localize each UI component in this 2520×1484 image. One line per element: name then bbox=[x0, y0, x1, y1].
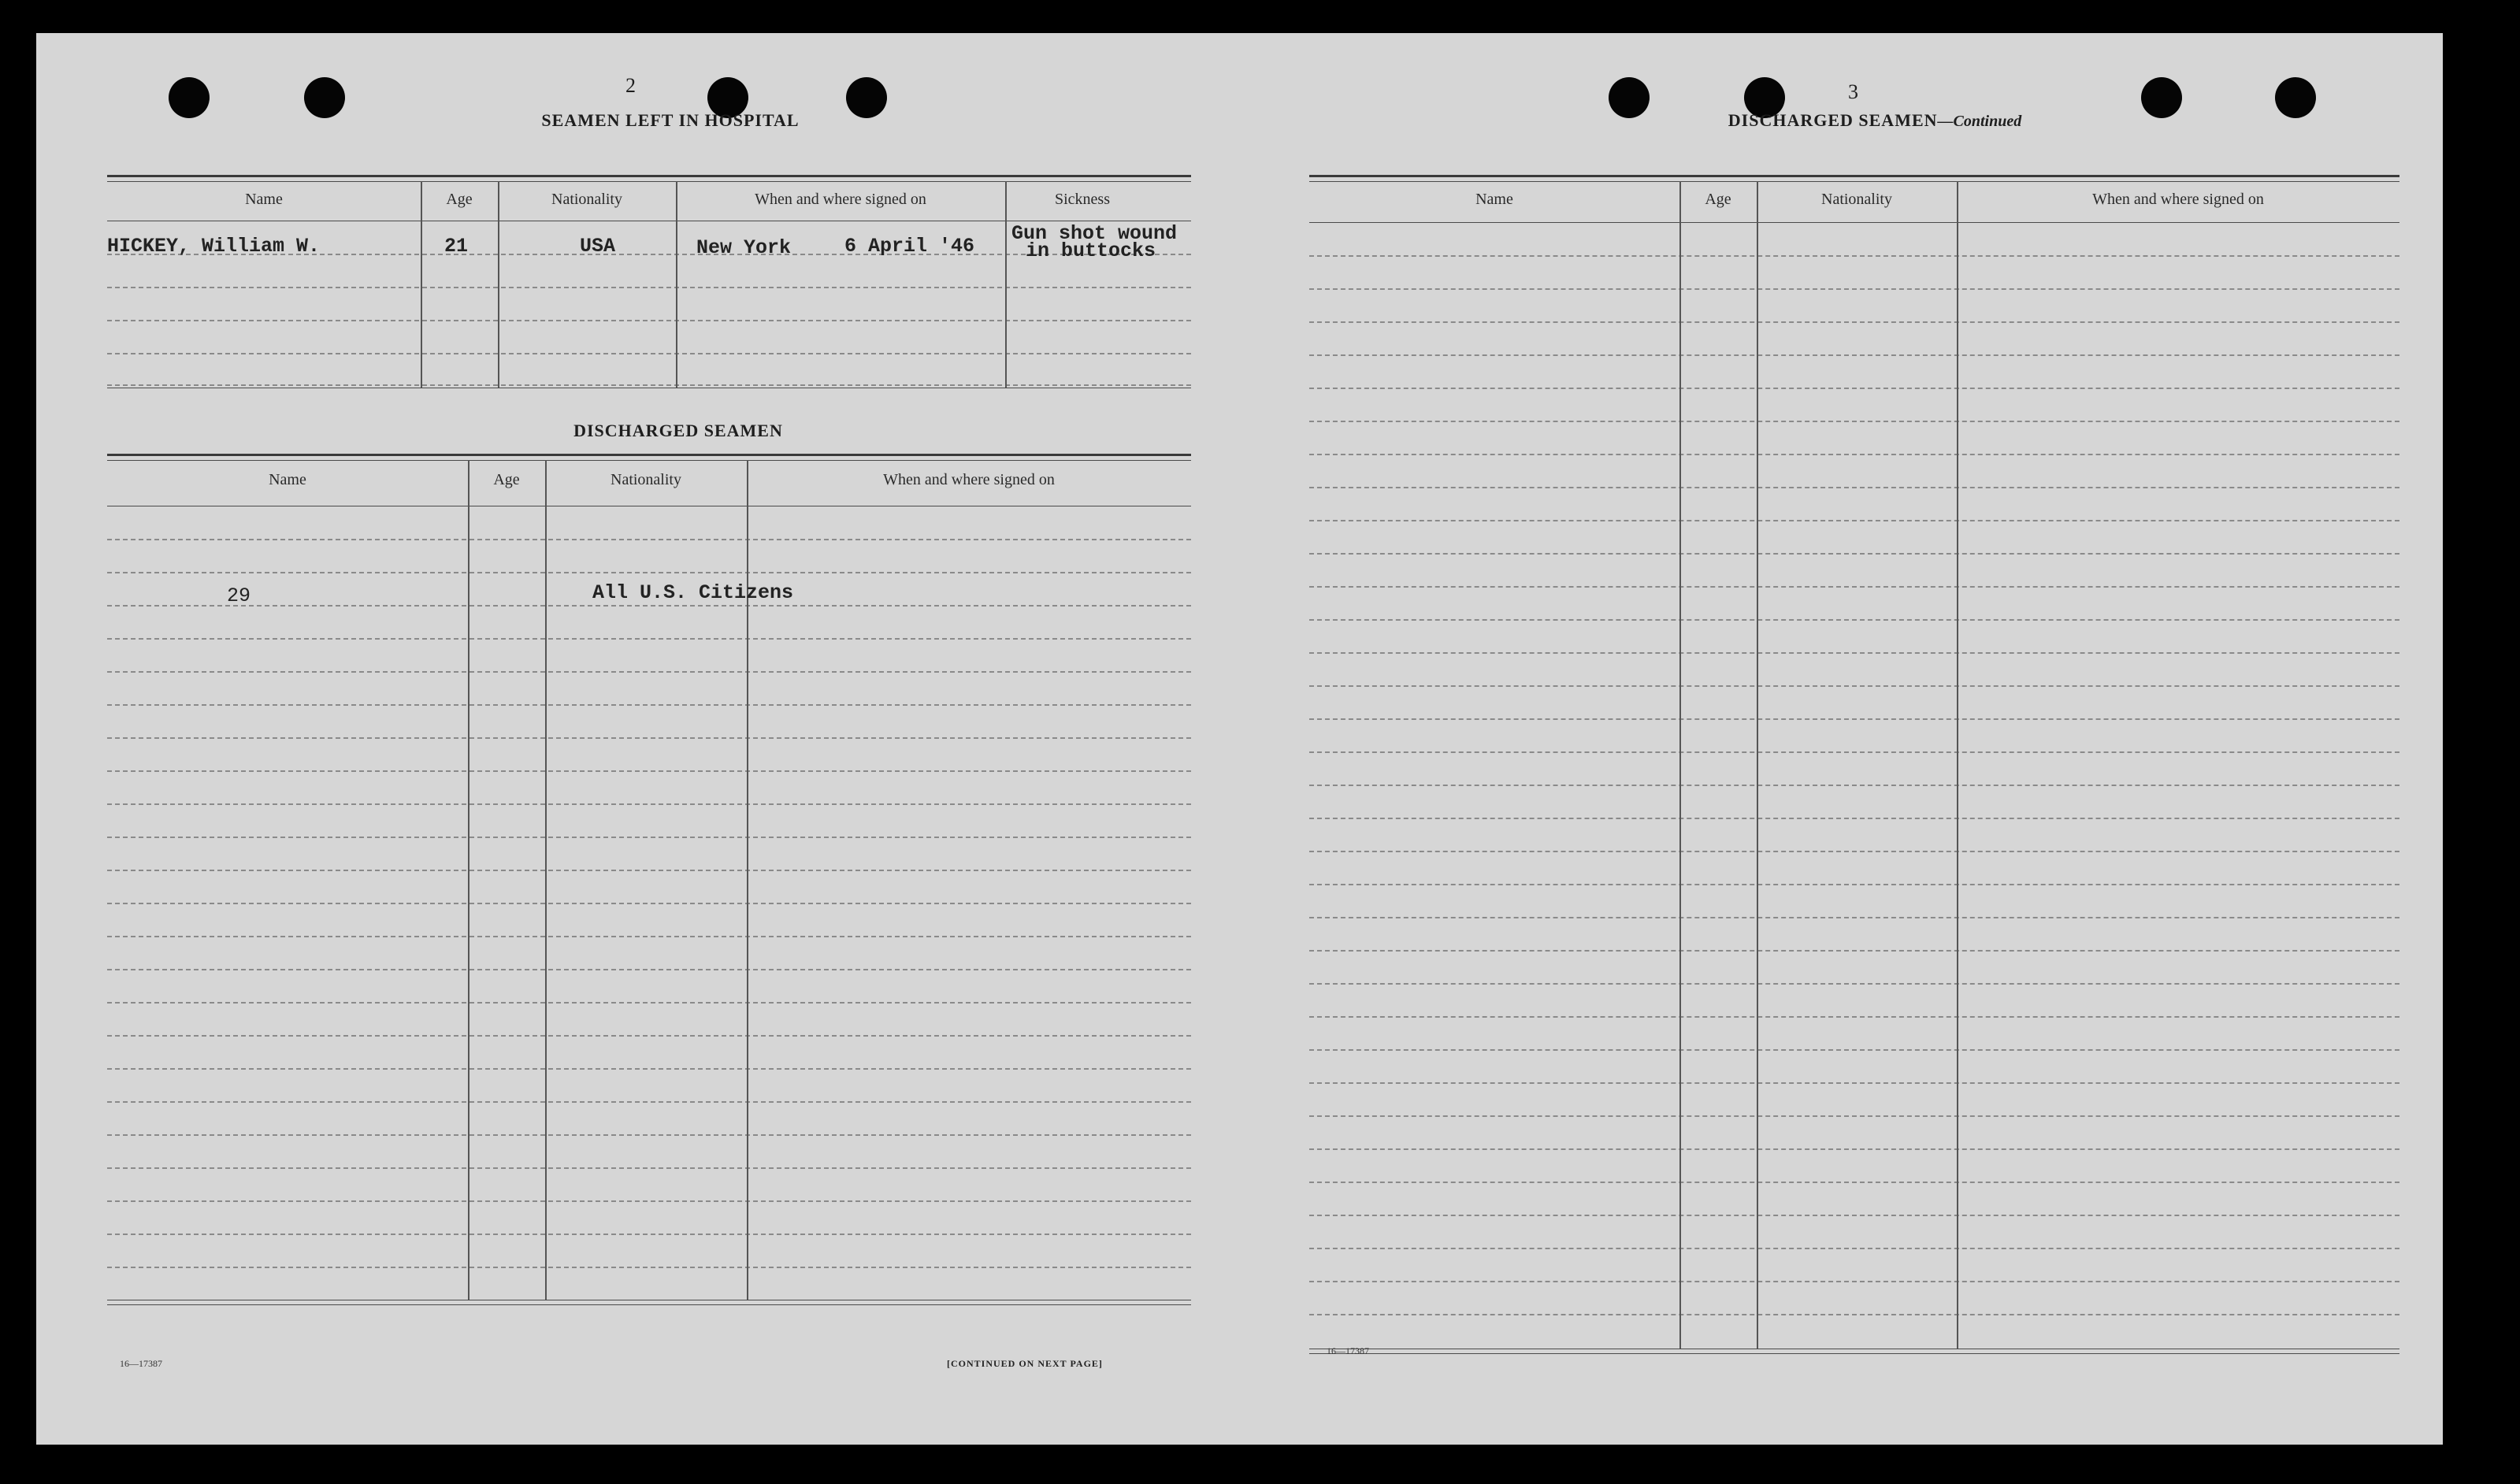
column-header-name: Name bbox=[269, 471, 306, 488]
hospital-entry-age: 21 bbox=[444, 235, 469, 258]
discharged-continued-suffix: —Continued bbox=[1937, 113, 2022, 130]
column-header-nationality: Nationality bbox=[551, 191, 622, 208]
column-header-age: Age bbox=[1705, 191, 1731, 208]
hospital-section-title: SEAMEN LEFT IN HOSPITAL bbox=[541, 110, 800, 130]
discharged-section-title: DISCHARGED SEAMEN bbox=[573, 421, 783, 440]
hospital-entry-sickness-line1: Gun shot wound bbox=[1011, 222, 1178, 245]
hospital-entry-signed-date: 6 April '46 bbox=[844, 235, 975, 258]
hospital-entry-name: HICKEY, William W. bbox=[107, 235, 321, 258]
column-header-signed-on: When and where signed on bbox=[2092, 191, 2264, 208]
document-sheet bbox=[36, 33, 2443, 1445]
punch-hole bbox=[1609, 77, 1650, 118]
column-header-nationality: Nationality bbox=[611, 471, 681, 488]
punch-hole bbox=[2275, 77, 2316, 118]
column-header-nationality: Nationality bbox=[1821, 191, 1892, 208]
form-number-right: 16—17387 bbox=[1327, 1345, 1369, 1356]
discharged-continued-title bbox=[1678, 110, 2072, 131]
column-header-age: Age bbox=[493, 471, 520, 488]
column-header-age: Age bbox=[446, 191, 473, 208]
discharged-count: 29 bbox=[227, 584, 251, 607]
page-number-right: 3 bbox=[1848, 80, 1858, 103]
punch-hole bbox=[2141, 77, 2182, 118]
hospital-entry-signed-place: New York bbox=[696, 236, 792, 259]
punch-hole bbox=[169, 77, 210, 118]
form-number-left: 16—17387 bbox=[120, 1358, 162, 1369]
hospital-entry-sickness-line2: in buttocks bbox=[1026, 239, 1156, 262]
column-header-name: Name bbox=[1475, 191, 1513, 208]
column-header-name: Name bbox=[245, 191, 283, 208]
discharged-continued-title-main: DISCHARGED SEAMEN bbox=[1728, 110, 1938, 130]
hospital-entry-nationality: USA bbox=[580, 235, 616, 258]
punch-hole bbox=[846, 77, 887, 118]
discharged-nationality: All U.S. Citizens bbox=[592, 581, 794, 604]
page-number-left: 2 bbox=[625, 74, 636, 97]
discharged-table bbox=[107, 454, 1191, 1399]
continued-note: [CONTINUED ON NEXT PAGE] bbox=[947, 1358, 1103, 1369]
discharged-continued-table bbox=[1309, 143, 2399, 1372]
punch-hole bbox=[304, 77, 345, 118]
column-header-sickness: Sickness bbox=[1055, 191, 1110, 208]
column-header-signed-on: When and where signed on bbox=[755, 191, 926, 208]
column-header-signed-on: When and where signed on bbox=[883, 471, 1055, 488]
hospital-table bbox=[107, 143, 1191, 435]
